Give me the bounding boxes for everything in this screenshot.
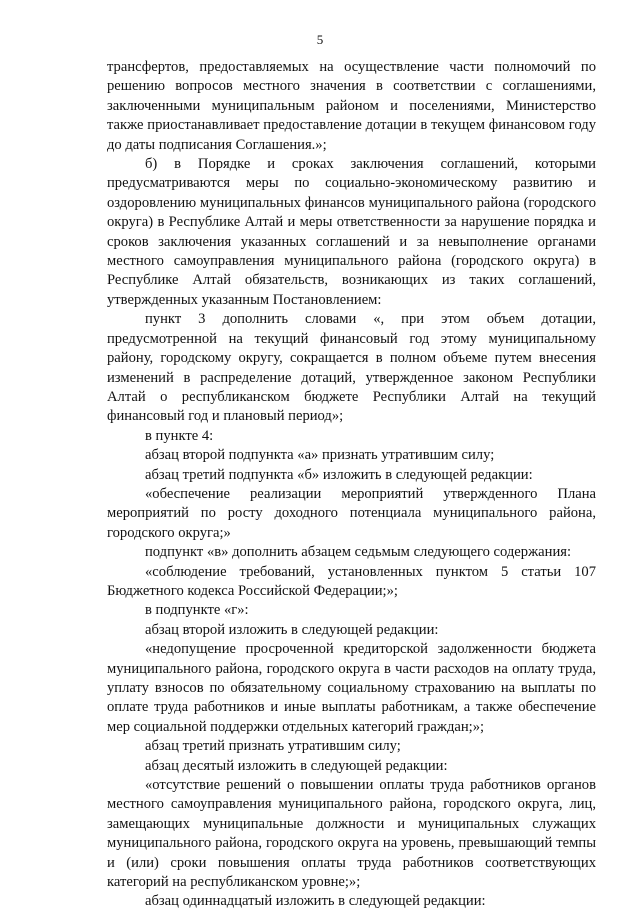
paragraph: трансфертов, предоставляемых на осуществление части полномочий по решению вопросов местного значения в соответствии с соглашениями, заключенными муниципальным районом и поселениями, Министерство также приостанавливает предоставление дотации в текущем финансовом году до даты подписания Соглашения.»;: [107, 59, 596, 153]
paragraph: «отсутствие решений о повышении оплаты труда работников органов местного самоуправления муниципального района, городского округа, лиц, замещающих муниципальные должности и муниципальных служащих муниципального района, городского округа на уровень, превышающий темпы и (или) сроки повышения оплаты труда работников соответствующих категорий на республиканском уровне;»;: [107, 777, 596, 891]
paragraph: в подпункте «г»:: [145, 602, 249, 619]
paragraph: абзац десятый изложить в следующей редакции:: [145, 757, 448, 774]
paragraph: «обеспечение реализации мероприятий утвержденного Плана мероприятий по росту доходного потенциала муниципального района, городского округа;»: [107, 485, 596, 541]
paragraph: абзац второй изложить в следующей редакции:: [145, 621, 439, 638]
document-body: [107, 58, 596, 912]
paragraph: абзац третий подпункта «б» изложить в следующей редакции:: [145, 466, 533, 483]
paragraph: абзац одиннадцатый изложить в следующей редакции:: [145, 893, 486, 910]
paragraph: подпункт «в» дополнить абзацем седьмым следующего содержания:: [145, 544, 572, 561]
paragraph: «соблюдение требований, установленных пунктом 5 статьи 107 Бюджетного кодекса Российской Федерации;»;: [107, 563, 596, 599]
paragraph: «недопущение просроченной кредиторской задолженности бюджета муниципального района, городского округа в части расходов на оплату труда, уплату взносов по обязательному социальному страхованию на выплаты по оплате труда работников и иные выплаты работникам, а также обеспечение мер социальной поддержки отдельных категорий граждан;»;: [107, 641, 596, 735]
paragraph: пункт 3 дополнить словами «, при этом объем дотации, предусмотренной на текущий финансовый год этому муниципальному району, городскому округу, сокращается в полном объеме путем внесения изменений в распределение дотаций, утвержденное законом Республики Алтай о республиканском бюджете Республики Алтай на текущий финансовый год и плановый период»;: [107, 311, 596, 425]
paragraph: в пункте 4:: [145, 427, 214, 444]
page-number: 5: [316, 32, 324, 47]
paragraph: абзац второй подпункта «а» признать утратившим силу;: [145, 447, 495, 464]
paragraph: б) в Порядке и сроках заключения соглашений, которыми предусматриваются меры по социально-экономическому развитию и оздоровлению муниципальных финансов муниципального района (городского округа) в Республике Алтай и меры ответственности за нарушение порядка и сроков заключения указанных соглашений и за невыполнение органами местного самоуправления муниципального района (городского округа) в Республике Алтай обязательств, возникающих из таких соглашений, утвержденных указанным Постановлением:: [107, 156, 596, 308]
paragraph: абзац третий признать утратившим силу;: [145, 738, 401, 755]
